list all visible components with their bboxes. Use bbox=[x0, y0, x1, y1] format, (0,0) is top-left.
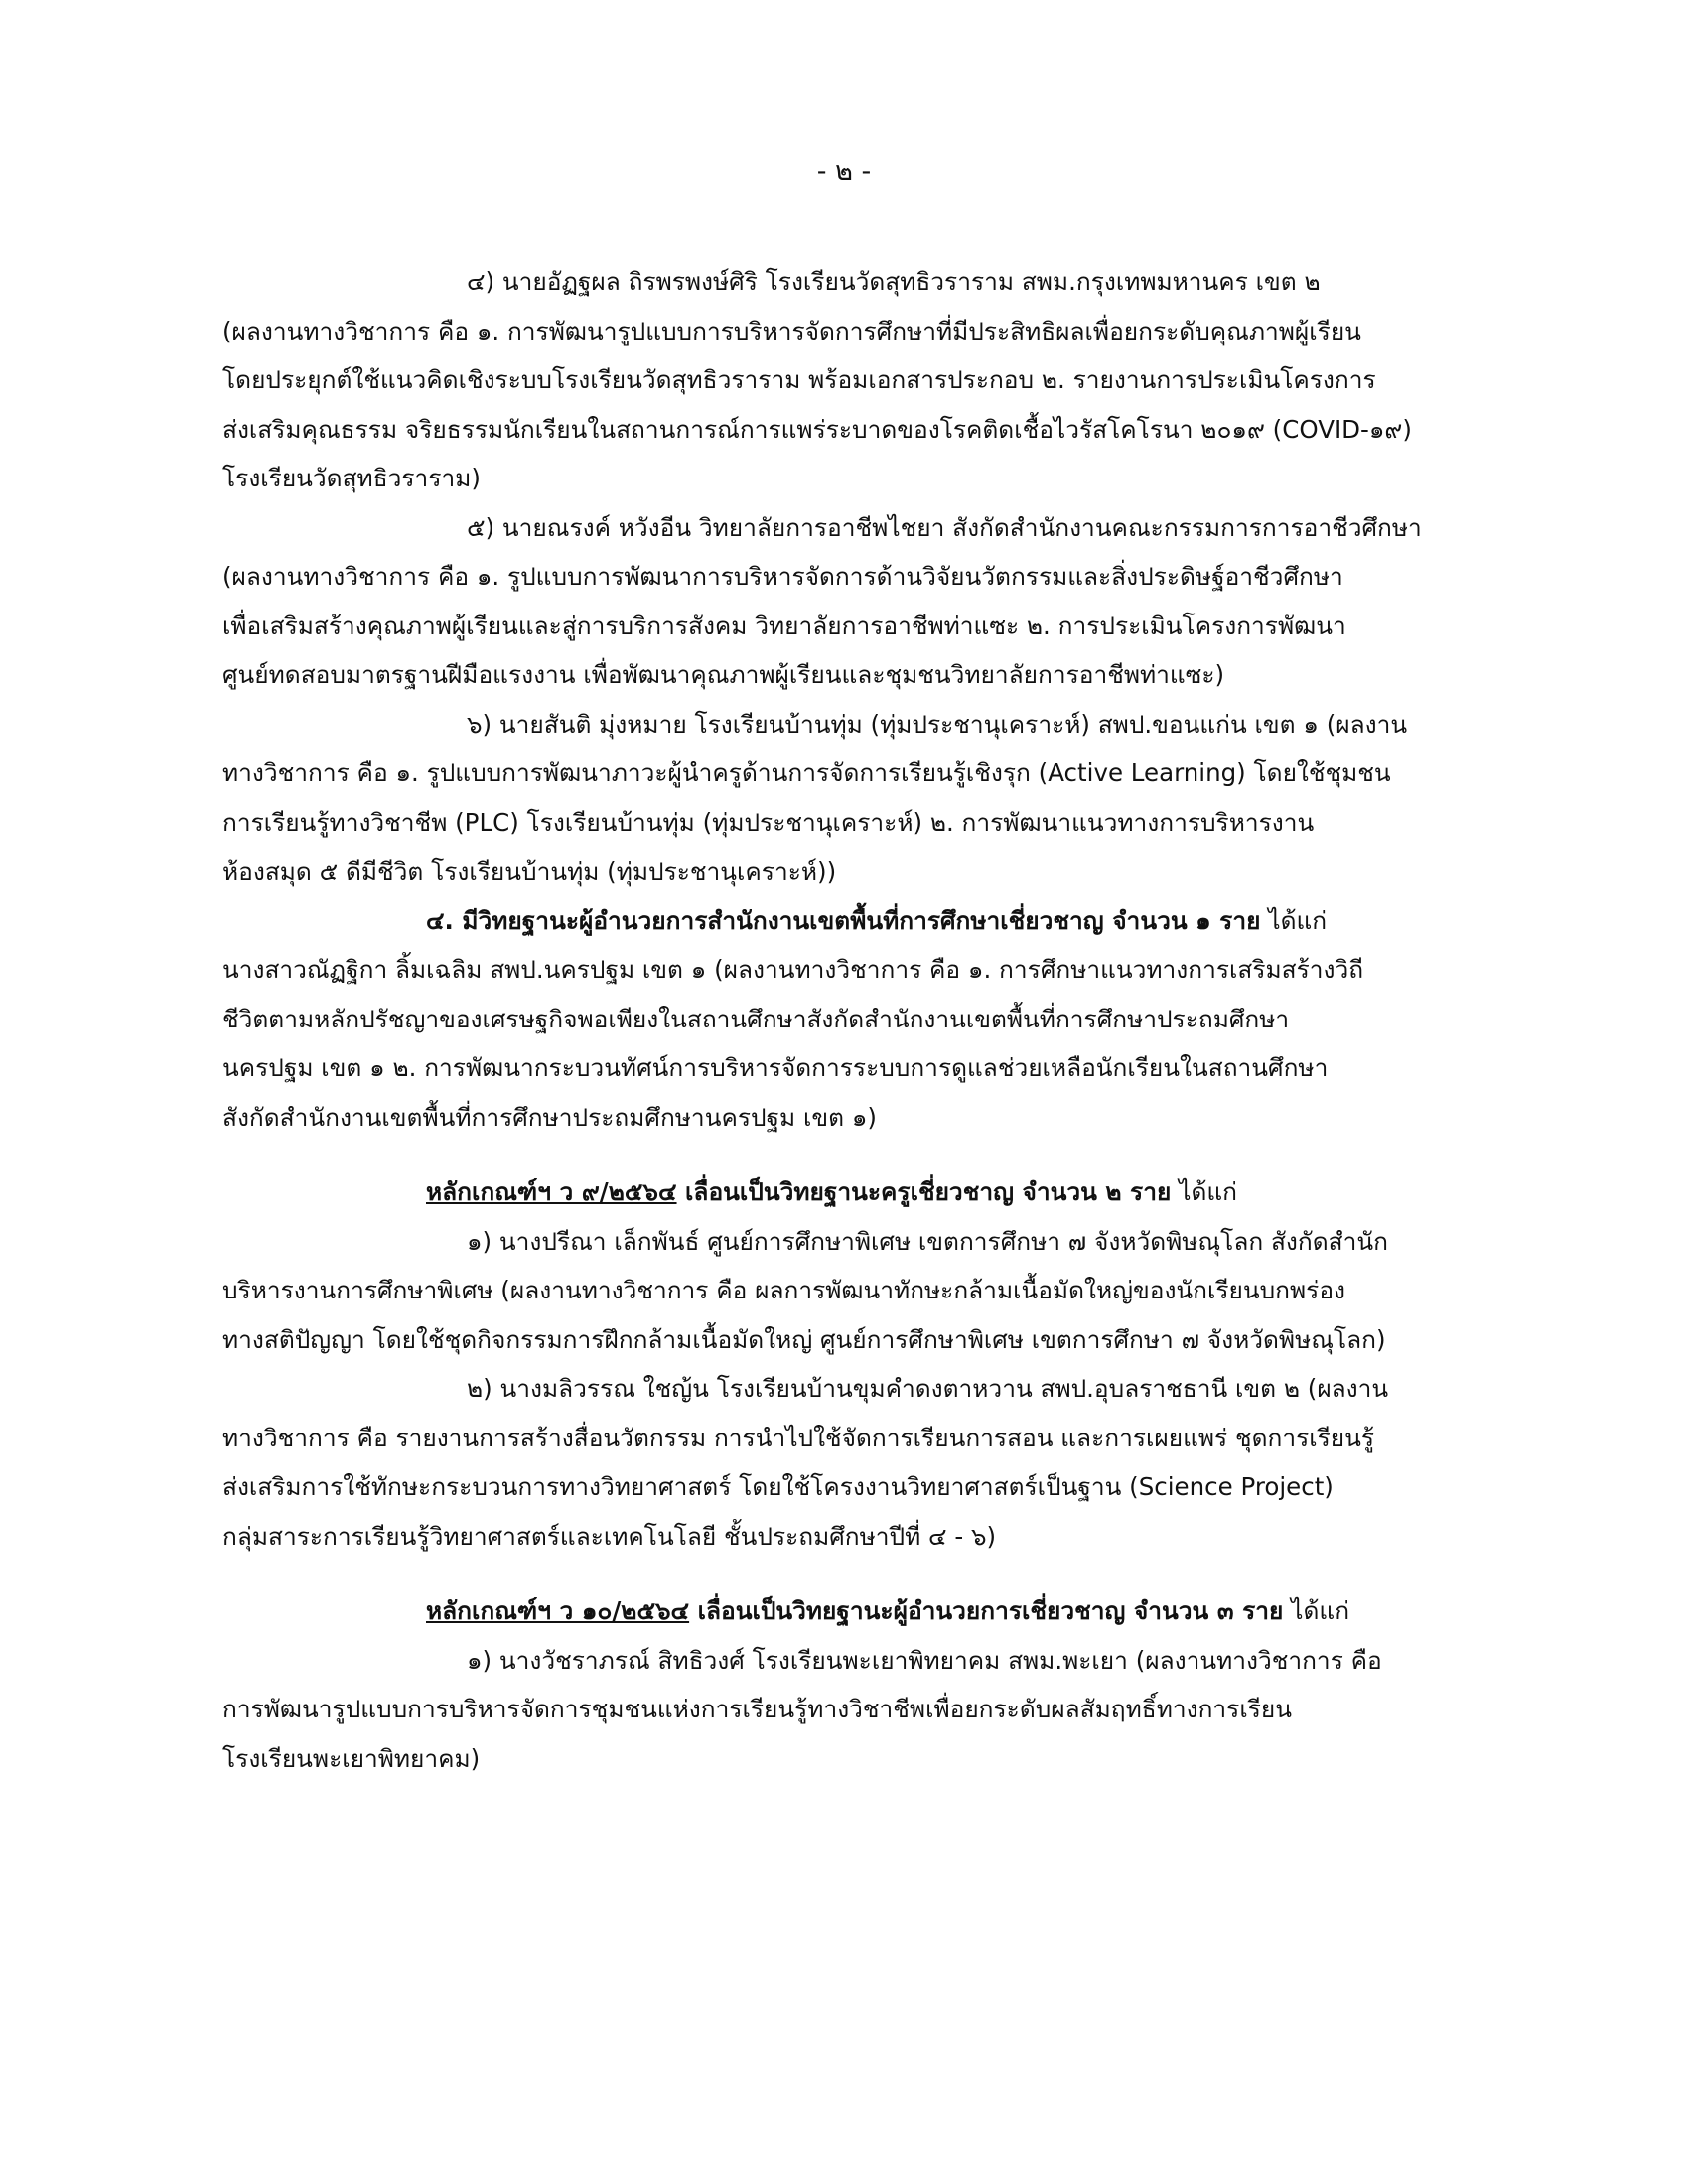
criteria-9-heading bbox=[222, 1167, 1485, 1217]
criteria-10-heading bbox=[222, 1586, 1485, 1636]
section-4-heading-bold: ๔. มีวิทยฐานะผู้อำนวยการสำนักงานเขตพื้นที่การศึกษาเชี่ยวชาญ จำนวน ๑ ราย bbox=[426, 905, 1261, 935]
text-line: นครปฐม เขต ๑ ๒. การพัฒนากระบวนทัศน์การบริหารจัดการระบบการดูแลช่วยเหลือนักเรียนในสถานศึกษา bbox=[222, 1053, 1329, 1082]
text-line: กลุ่มสาระการเรียนรู้วิทยาศาสตร์และเทคโนโลยี ชั้นประถมศึกษาปีที่ ๔ - ๖) bbox=[222, 1521, 997, 1551]
text-line: นางสาวณัฏฐิกา ลิ้มเฉลิม สพป.นครปฐม เขต ๑ (ผลงานทางวิชาการ คือ ๑. การศึกษาแนวทางการเสริมสร้างวิถี bbox=[222, 955, 1364, 984]
text-line: สังกัดสำนักงานเขตพื้นที่การศึกษาประถมศึกษานครปฐม เขต ๑) bbox=[222, 1102, 877, 1132]
section-4-heading bbox=[222, 896, 1485, 946]
criteria-9-section bbox=[222, 1167, 1485, 1561]
text-line: ๑) นางวัชราภรณ์ สิทธิวงศ์ โรงเรียนพะเยาพิทยาคม สพม.พะเยา (ผลงานทางวิชาการ คือ bbox=[467, 1645, 1382, 1675]
text-line: ส่งเสริมคุณธรรม จริยธรรมนักเรียนในสถานการณ์การแพร่ระบาดของโรคติดเชื้อไวรัสโคโรนา ๒๐๑๙ (COVID-๑๙) bbox=[222, 414, 1412, 444]
text-line: การเรียนรู้ทางวิชาชีพ (PLC) โรงเรียนบ้านทุ่ม (ทุ่มประชานุเคราะห์) ๒. การพัฒนาแนวทางการบริหารงาน bbox=[222, 807, 1315, 837]
paragraph-item-6 bbox=[222, 700, 1485, 896]
criteria-9-heading-tail: ได้แก่ bbox=[1171, 1177, 1237, 1206]
text-line: ๒) นางมลิวรรณ ใชญ้น โรงเรียนบ้านขุมคำดงตาหวาน สพป.อุบลราชธานี เขต ๒ (ผลงาน bbox=[467, 1374, 1389, 1403]
text-line: (ผลงานทางวิชาการ คือ ๑. รูปแบบการพัฒนาการบริหารจัดการด้านวิจัยนวัตกรรมและสิ่งประดิษฐ์อาชีวศึกษา bbox=[222, 562, 1343, 591]
text-line: ๑) นางปรีณา เล็กพันธ์ ศูนย์การศึกษาพิเศษ เขตการศึกษา ๗ จังหวัดพิษณุโลก สังกัดสำนัก bbox=[467, 1226, 1388, 1256]
paragraph-item-5 bbox=[222, 503, 1485, 700]
criteria-10-heading-bold: เลื่อนเป็นวิทยฐานะผู้อำนวยการเชี่ยวชาญ จำนวน ๓ ราย bbox=[689, 1596, 1284, 1625]
text-line: ห้องสมุด ๕ ดีมีชีวิต โรงเรียนบ้านทุ่ม (ทุ่มประชานุเคราะห์)) bbox=[222, 857, 837, 886]
text-line: การพัฒนารูปแบบการบริหารจัดการชุมชนแห่งการเรียนรู้ทางวิชาชีพเพื่อยกระดับผลสัมฤทธิ์ทางการเรียน bbox=[222, 1695, 1292, 1723]
criteria-10-section bbox=[222, 1586, 1485, 1783]
text-line: ๖) นายสันติ มุ่งหมาย โรงเรียนบ้านทุ่ม (ทุ่มประชานุเคราะห์) สพป.ขอนแก่น เขต ๑ (ผลงาน bbox=[467, 709, 1408, 739]
text-line: ทางสติปัญญา โดยใช้ชุดกิจกรรมการฝึกกล้ามเนื้อมัดใหญ่ ศูนย์การศึกษาพิเศษ เขตการศึกษา ๗ จังหวัดพิษณุโลก) bbox=[222, 1324, 1386, 1354]
text-line: (ผลงานทางวิชาการ คือ ๑. การพัฒนารูปแบบการบริหารจัดการศึกษาที่มีประสิทธิผลเพื่อยกระดับคุณภาพผู้เรียน bbox=[222, 316, 1361, 345]
text-line: เพื่อเสริมสร้างคุณภาพผู้เรียนและสู่การบริการสังคม วิทยาลัยการอาชีพท่าแซะ ๒. การประเมินโครงการพัฒนา bbox=[222, 611, 1346, 640]
section-4 bbox=[222, 896, 1485, 1143]
text-line: โรงเรียนพะเยาพิทยาคม) bbox=[222, 1743, 481, 1773]
criteria-10-heading-tail: ได้แก่ bbox=[1283, 1596, 1350, 1625]
text-line: โดยประยุกต์ใช้แนวคิดเชิงระบบโรงเรียนวัดสุทธิวราราม พร้อมเอกสารประกอบ ๒. รายงานการประเมินโครงการ bbox=[222, 365, 1376, 394]
criteria-9-heading-bold: เลื่อนเป็นวิทยฐานะครูเชี่ยวชาญ จำนวน ๒ ราย bbox=[676, 1177, 1172, 1206]
text-line: ชีวิตตามหลักปรัชญาของเศรษฐกิจพอเพียงในสถานศึกษาสังกัดสำนักงานเขตพื้นที่การศึกษาประถมศึกษา bbox=[222, 1004, 1290, 1033]
page-number: - ๒ - bbox=[816, 156, 872, 187]
criteria-10-ref: หลักเกณฑ์ฯ ว ๑๐/๒๕๖๔ bbox=[426, 1596, 690, 1625]
section-4-heading-tail: ได้แก่ bbox=[1260, 905, 1328, 935]
spacer bbox=[222, 1561, 1485, 1586]
text-line: ทางวิชาการ คือ ๑. รูปแบบการพัฒนาภาวะผู้นำครูด้านการจัดการเรียนรู้เชิงรุก (Active Learning) โดยใช้ชุมชน bbox=[222, 758, 1391, 787]
text-line: ทางวิชาการ คือ รายงานการสร้างสื่อนวัตกรรม การนำไปใช้จัดการเรียนการสอน และการเผยแพร่ ชุดการเรียนรู้ bbox=[222, 1423, 1375, 1452]
paragraph-item-4 bbox=[222, 257, 1485, 503]
text-line: ๕) นายณรงค์ หวังอีน วิทยาลัยการอาชีพไชยา สังกัดสำนักงานคณะกรรมการการอาชีวศึกษา bbox=[467, 512, 1422, 542]
text-line: โรงเรียนวัดสุทธิวราราม) bbox=[222, 464, 481, 492]
text-line: บริหารงานการศึกษาพิเศษ (ผลงานทางวิชาการ คือ ผลการพัฒนาทักษะกล้ามเนื้อมัดใหญ่ของนักเรียนบกพร่อง bbox=[222, 1276, 1345, 1304]
text-line: ส่งเสริมการใช้ทักษะกระบวนการทางวิทยาศาสตร์ โดยใช้โครงงานวิทยาศาสตร์เป็นฐาน (Science Project) bbox=[222, 1472, 1334, 1501]
spacer bbox=[222, 1142, 1485, 1167]
criteria-9-ref: หลักเกณฑ์ฯ ว ๙/๒๕๖๔ bbox=[426, 1177, 677, 1206]
document-body bbox=[222, 257, 1485, 1783]
text-line: ๔) นายอัฏฐผล ถิรพรพงษ์ศิริ โรงเรียนวัดสุทธิวราราม สพม.กรุงเทพมหานคร เขต ๒ bbox=[467, 267, 1321, 296]
text-line: ศูนย์ทดสอบมาตรฐานฝีมือแรงงาน เพื่อพัฒนาคุณภาพผู้เรียนและชุมชนวิทยาลัยการอาชีพท่าแซะ) bbox=[222, 660, 1225, 689]
